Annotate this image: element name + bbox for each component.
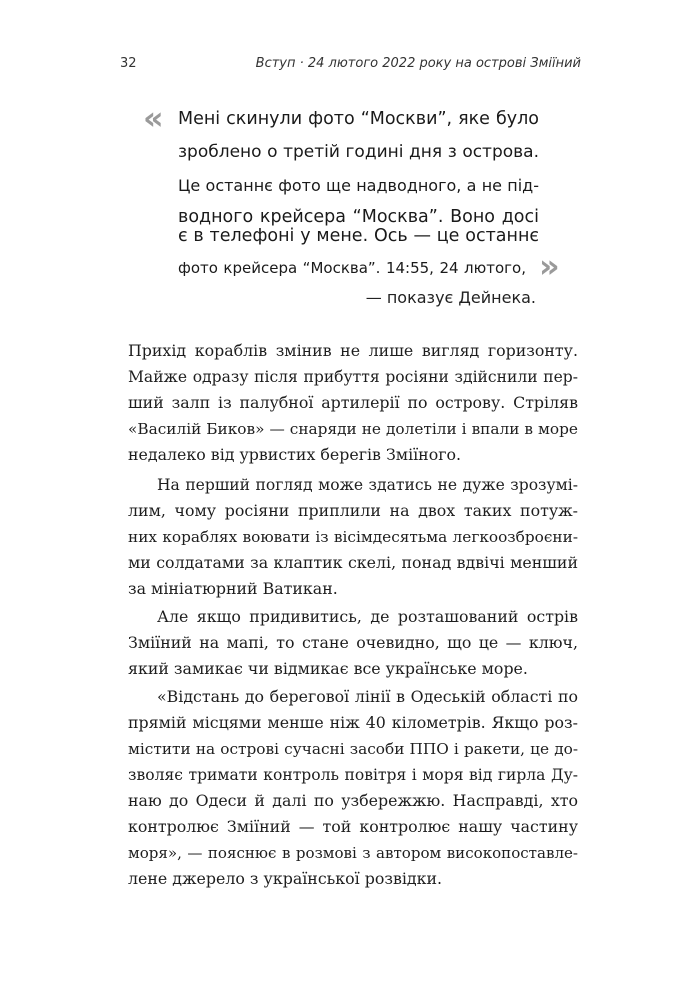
text-line: ми солдатами за клаптик скелі, понад вдвічі менший: [128, 553, 578, 572]
page-number: 32: [120, 56, 137, 71]
text-line: Зміїний на мапі, то стане очевидно, що це — ключ,: [128, 633, 578, 652]
text-line: Майже одразу після прибуття росіяни здійснили пер-: [128, 368, 578, 386]
text-line: за мініатюрний Ватикан.: [128, 579, 338, 598]
running-title: Вступ · 24 лютого 2022 року на острові Зміїний: [255, 56, 581, 71]
quote-line: Мені скинули фото “Москви”, яке було: [178, 109, 539, 129]
quote-attribution: — показує Дейнека.: [365, 288, 536, 307]
text-line: контролює Зміїний — той контролює нашу частину: [128, 817, 578, 836]
text-line: Прихід кораблів змінив не лише вигляд горизонту.: [128, 341, 578, 360]
text-line: моря», — пояснює в розмові з автором високопоставле-: [128, 844, 578, 862]
text-line: них кораблях воювати із вісімдесятьма легкоозброєни-: [128, 528, 578, 546]
text-line: містити на острові сучасні засоби ППО і ракети, це до-: [128, 740, 578, 758]
text-line: лим, чому росіяни приплили на двох таких потуж-: [128, 501, 578, 520]
quote-line: є в телефоні у мене. Ось — це останнє: [178, 226, 539, 246]
text-line: який замикає чи відмикає все українське море.: [128, 659, 528, 678]
text-line: лене джерело з української розвідки.: [128, 869, 443, 888]
text-line: «Василій Биков» — снаряди не долетіли і впали в море: [128, 420, 578, 438]
text-line: На перший погляд може здатись не дуже зрозумі-: [157, 476, 578, 494]
quote-line: зроблено о третій годині дня з острова.: [178, 142, 539, 162]
text-line: ший залп із палубної артилерії по острову. Стріляв: [128, 393, 578, 412]
quote-open-mark: «: [143, 99, 164, 137]
text-line: зволяє тримати контроль повітря і моря від гирла Ду-: [128, 766, 578, 784]
text-line: наю до Одеси й далі по узбережжю. Насправді, хто: [128, 791, 578, 810]
quote-close-mark: »: [539, 247, 560, 285]
quote-line: фото крейсера “Москва”. 14:55, 24 лютого,: [178, 259, 526, 277]
text-line: «Відстань до берегової лінії в Одеській області по: [157, 687, 578, 706]
text-line: недалеко від урвистих берегів Зміїного.: [128, 445, 462, 464]
quote-line: Це останнє фото ще надводного, а не під-: [178, 176, 539, 195]
quote-line: водного крейсера “Москва”. Воно досі: [178, 207, 539, 227]
text-line: прямій місцями менше ніж 40 кілометрів. Якщо роз-: [128, 713, 578, 732]
text-line: Але якщо придивитись, де розташований острів: [157, 607, 578, 626]
